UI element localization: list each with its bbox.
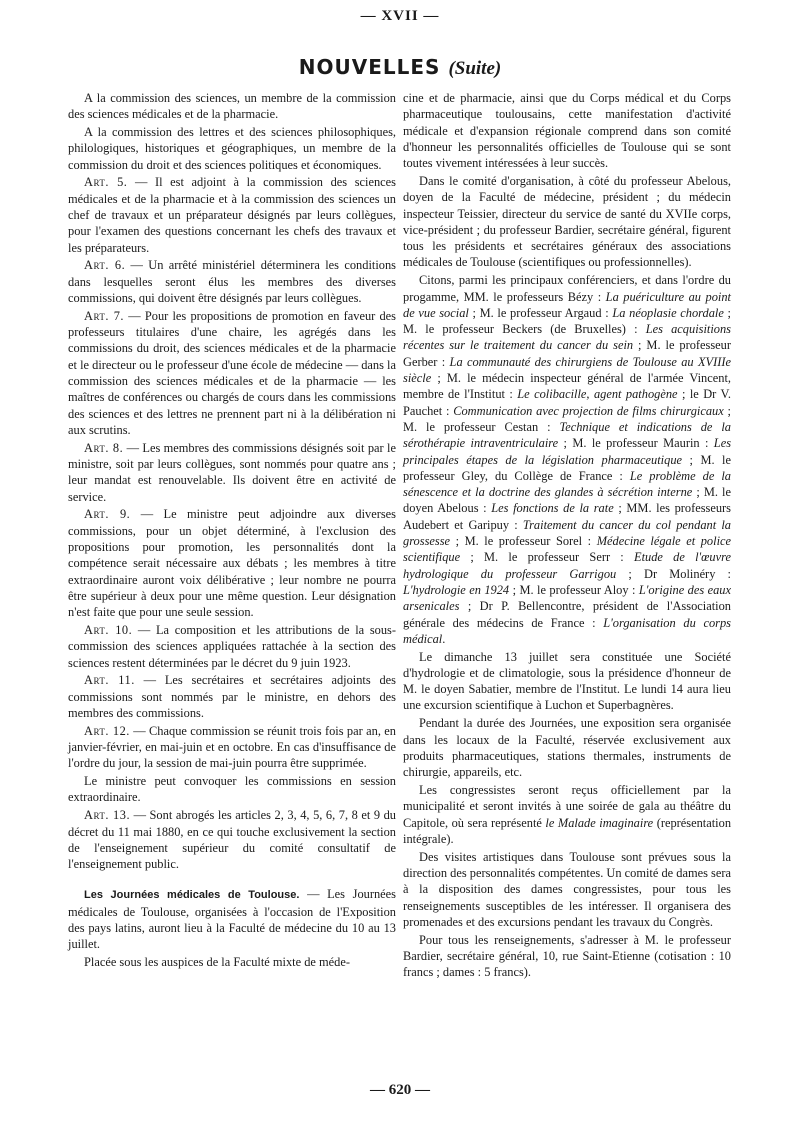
- lecture-title: La puériculture au point de vue social: [403, 289, 731, 320]
- text-segment: ; le Dr V. Pauchet :: [403, 387, 731, 418]
- paragraph: Art. 12. — Chaque commission se réunit trois fois par an, en janvier-février, en mai-juin et en octobre. En cas d'insuffisance de l'ordre du jour, la session de mai-juin pourra être supprimée.: [68, 723, 396, 771]
- text-segment: ; M. le professeur Maurin :: [558, 436, 714, 451]
- lecture-title: Traitement du cancer du col pendant la grossesse: [403, 517, 732, 549]
- paragraph: Art. 11. — Les secrétaires et secrétaires adjoints des commissions sont nommés par le ministre, en dehors des membres des commissions.: [68, 673, 396, 720]
- paragraph: Art. 9. — Le ministre peut adjoindre aux diverses commissions, pour un objet déterminé, à l'exclusion des propositions pour promotion, les personnalités dont la compétence serait nécessaire aux débats ; les membres à titre extraordinaire auront voix délibérative ; leur nombre ne pourra être supérieur à deux pour une même question. Leur désignation n'est faite que pour une seule session.: [68, 507, 396, 620]
- lecture-title: Le problème de la sénescence et la doctrine des glandes à sécrétion interne: [403, 468, 732, 500]
- paragraph: Art. 6. — Un arrêté ministériel déterminera les conditions dans lesquelles seront élus les membres des diverses commissions, qui doivent être désignés par leurs collègues.: [68, 258, 396, 306]
- paragraph: Pendant la durée des Journées, une exposition sera organisée dans les locaux de la Faculté, réservée exclusivement aux produits pharmaceutiques, stations thermales, instruments de chirurgie, appareils, etc.: [403, 716, 731, 780]
- paragraph: Le dimanche 13 juillet sera constituée une Société d'hydrologie et de climatologie, sous la présidence d'honneur de M. le doyen Sabatier, membre de l'Institut. Le lundi 14 aura lieu une excursion scientifique à Luchon et Superbagnères.: [403, 649, 731, 713]
- lecture-title: La néoplasie chordale: [612, 305, 724, 320]
- paragraph: Les Journées médicales de Toulouse. — Les Journées médicales de Toulouse, organisées à l'occasion de l'Exposition des pays latins, auront lieu à la Faculté de médecine du 10 au 13 juillet.: [68, 887, 396, 952]
- paragraph: A la commission des sciences, un membre de la commission des sciences médicales et de la pharmacie.: [68, 91, 396, 122]
- page-number: — 620 —: [370, 1082, 430, 1098]
- lecture-title: Technique et indications de la sérothérapie intraventriculaire: [403, 419, 731, 451]
- text-segment: ; Dr Molinéry :: [616, 566, 732, 581]
- lecture-title: Communication avec projection de films chirurgicaux: [453, 403, 724, 418]
- speakers-paragraph: [403, 272, 731, 647]
- text-segment: ; MM. les professeurs Audebert et Garipuy :: [403, 501, 731, 532]
- paragraph: Placée sous les auspices de la Faculté mixte de méde-: [84, 955, 350, 970]
- text-segment: ; M. le médecin inspecteur général de l'armée Vincent, membre de l'Institut :: [403, 371, 731, 402]
- text-segment: Citons, parmi les principaux conférenciers, et dans l'ordre du progamme, MM. le professeurs Bézy :: [403, 273, 731, 304]
- lecture-title: L'hydrologie en 1924: [403, 582, 510, 597]
- page-folio-top: — XVII —: [360, 8, 440, 24]
- paragraph: Art. 7. — Pour les propositions de promotion en faveur des professeurs titulaires d'une chaire, les agrégés dans les commissions du droit, des sciences médicales et de la pharmacie et le directeur ou le professeur d'une école de médecine — dans la commission des sciences médicales et de la pharmacie — les maîtres de conférences ou chargés de cours dans les commissions des sciences et des lettres ne prennent part ni à la délibération ni aux scrutins.: [68, 308, 396, 437]
- paragraph: Dans le comité d'organisation, à côté du professeur Abelous, doyen de la Faculté de médecine, président ; du médecin inspecteur Teissier, directeur du service de santé du XVIIe corps, vice-président ; du professeur Bardier, secrétaire général, figurent tous les présidents et secrétaires généraux des associations médicales de Toulouse (scientifiques ou professionnelles).: [403, 173, 731, 270]
- lecture-title: Les acquisitions récentes sur le traitement du cancer du sein: [403, 322, 732, 353]
- paragraph: Art. 5. — Il est adjoint à la commission des sciences médicales et de la pharmacie et à la commission des sciences un chef de travaux et un préparateur désignés par leurs collègues, pour l'examen des questions concernant les chefs des travaux et les préparateurs.: [68, 175, 396, 255]
- paragraph: A la commission des lettres et des sciences philosophiques, philologiques, historiques et géographiques, un membre de la commission du droit et des sciences politiques et économiques.: [68, 125, 396, 172]
- text-segment: ; M. le professeur Beckers (de Bruxelles) :: [403, 305, 731, 337]
- section-title: NOUVELLES: [298, 55, 441, 79]
- section-heading: [0, 55, 800, 80]
- text-segment: ; M. le doyen Abelous :: [403, 485, 731, 516]
- text-segment: ; M. le professeur Serr :: [460, 550, 634, 565]
- paragraph: cine et de pharmacie, ainsi que du Corps médical et du Corps pharmaceutique toulousains, cette manifestation d'activité médicale et d'expansion régionale comprend dans son comité d'honneur les personnalités officielles de Toulouse qui se sont toutes vivement intéressées à leur succès.: [403, 91, 731, 171]
- text-segment: ; M. le professeur Aloy :: [509, 582, 639, 597]
- lecture-title: Les principales étapes de la législation pharmaceutique: [403, 436, 732, 467]
- article-label: Art. 8.: [84, 440, 124, 455]
- article-label: Art. 6.: [84, 258, 126, 273]
- article-label: Art. 7.: [84, 308, 125, 323]
- lecture-title: L'origine des eaux arsenicales: [403, 582, 731, 614]
- text-segment: ; M. le professeur Cestan :: [403, 403, 731, 434]
- text-segment: .: [442, 631, 446, 646]
- paragraph: Le ministre peut convoquer les commissions en session extraordinaire.: [68, 774, 396, 805]
- news-item-title: Les Journées médicales de Toulouse.: [84, 889, 300, 902]
- paragraph: Pour tous les renseignements, s'adresser à M. le professeur Bardier, secrétaire général, 10, rue Saint-Etienne (cotisation : 10 francs ; dames : 5 francs).: [403, 932, 731, 980]
- paragraph: Les congressistes seront reçus officiellement par la municipalité et seront invités à une soirée de gala au théâtre du Capitole, où sera représenté le Malade imaginaire (représentation intégrale).: [403, 782, 732, 846]
- article-label: Art. 10.: [84, 623, 133, 637]
- article-label: Art. 13.: [84, 808, 131, 823]
- article-label: Art. 5.: [84, 175, 128, 190]
- article-label: Art. 11.: [84, 673, 135, 688]
- text-segment: ; M. le professeur Gerber :: [403, 338, 731, 369]
- left-column: [68, 90, 396, 972]
- play-title: le Malade imaginaire: [545, 815, 654, 830]
- lecture-title: Etude de l'œuvre hydrologique du professeur Garrigou: [403, 550, 731, 581]
- text-segment: ; M. le professeur Sorel :: [450, 534, 597, 549]
- lecture-title: Médecine légale et police scientifique: [403, 534, 732, 565]
- lecture-title: La communauté des chirurgiens de Toulouse au XVIIIe siècle: [403, 354, 731, 386]
- paragraph: Art. 10. — La composition et les attributions de la sous-commission des sciences appliquées rattachée à la section des sciences restent déterminées par le décret du 9 juin 1923.: [68, 623, 397, 670]
- lecture-title: Les fonctions de la rate: [491, 501, 614, 516]
- paragraph: Des visites artistiques dans Toulouse sont prévues sous la direction des personnalités compétentes. Un comité de dames sera à la disposition des dames congressistes, pour tous les renseignements susceptibles de les intéresser. Il organisera des promenades et des excursions pendant les travaux du Congrès.: [403, 849, 731, 929]
- paragraph: Art. 8. — Les membres des commissions désignés soit par le ministre, soit par leurs collègues, sont nommés pour quatre ans ; leur mandat est renouvelable. Ils doivent être en activité de service.: [68, 440, 396, 504]
- text-segment: ; Dr P. Bellencontre, président de l'Association générale des médecins de France :: [403, 599, 731, 630]
- text-segment: ; M. le professeur Argaud :: [468, 305, 613, 320]
- article-label: Art. 12.: [84, 723, 130, 738]
- section-subtitle: (Suite): [448, 58, 502, 79]
- text-segment: ; M. le professeur Gley, du Collège de France :: [403, 452, 731, 483]
- right-column: [403, 90, 731, 982]
- lecture-title: Le colibacille, agent pathogène: [517, 387, 678, 402]
- article-label: Art. 9.: [84, 507, 131, 522]
- lecture-title: L'organisation du corps médical: [403, 615, 731, 646]
- paragraph: Art. 13. — Sont abrogés les articles 2, 3, 4, 5, 6, 7, 8 et 9 du décret du 11 mai 1880, en ce qui touche exclusivement la section de l'enseignement supérieur du comité consultatif de l'enseignement public.: [68, 808, 396, 872]
